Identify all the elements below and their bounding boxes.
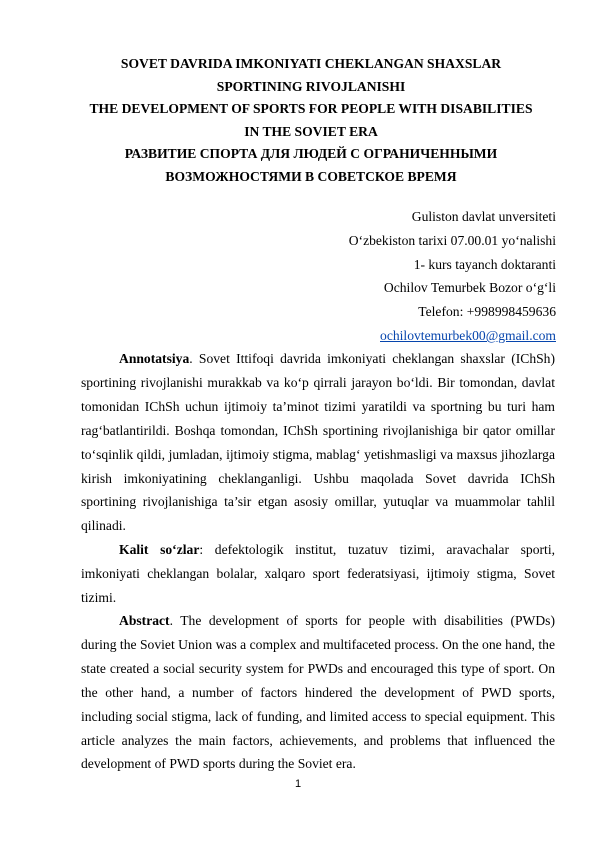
author-name: Ochilov Temurbek Bozor o‘g‘li (383, 280, 556, 296)
page-number: 1 (294, 778, 302, 790)
annotation-uz-paragraph (81, 347, 555, 538)
annotation-uz-text: . Sovet Ittifoqi davrida imkoniyati cheklangan shaxslar (IChSh) sportining rivojlanishi murakkab va ko‘p qirrali jarayon bo‘ldi. Bir tomondan, davlat tomonidan IChSh uchun ijtimoiy ta’minot tizimi yaratildi va sportning bu turi ham rag‘batlantirildi. Boshqa tomondan, IChSh sportining rivojlanishiga bir qator omillar to‘sqinlik qildi, jumladan, ijtimoiy stigma, mablag‘ yetishmasligi va maxsus jihozlarga kirish imkoniyatining cheklanganligi. Ushbu maqolada Sovet davrida IChSh sportining rivojlanishiga ta’sir etgan asosiy omillar, yutuqlar va muammolar tahlil qilinadi. (81, 351, 555, 534)
author-university: Guliston davlat unversiteti (411, 209, 556, 224)
title-en-line-1: THE DEVELOPMENT OF SPORTS FOR PEOPLE WITH DISABILITIES (89, 101, 533, 116)
title-uz-line-1: SOVET DAVRIDA IMKONIYATI CHEKLANGAN SHAXSLAR (120, 56, 502, 71)
author-phone: Telefon: +998998459636 (418, 304, 556, 320)
title-ru-line-2: ВОЗМОЖНОСТЯМИ В СОВЕТСКОЕ ВРЕМЯ (165, 168, 457, 184)
keywords-uz-section (81, 538, 555, 610)
annotation-uz-label: Annotatsiya (119, 351, 190, 366)
title-ru-line-1: РАЗВИТИЕ СПОРТА ДЛЯ ЛЮДЕЙ С ОГРАНИЧЕННЫМИ (124, 146, 498, 161)
author-course: 1- kurs tayanch doktaranti (413, 256, 556, 272)
keywords-uz-label: Kalit so‘zlar (119, 542, 200, 557)
title-uz-line-2: SPORTINING RIVOJLANISHI (216, 78, 406, 94)
author-specialty: O‘zbekiston tarixi 07.00.01 yo‘nalishi (348, 232, 556, 248)
abstract-en-label: Abstract (119, 613, 170, 628)
annotation-uz-section (81, 347, 555, 538)
title-en-line-2: IN THE SOVIET ERA (244, 123, 378, 139)
abstract-en-text: . The development of sports for people with disabilities (PWDs) during the Soviet Union was a complex and multifaceted process. On the one hand, the state created a social security system for PWDs and encouraged this type of sport. On the other hand, a number of factors hindered the development of PWD sports, including social stigma, lack of funding, and limited access to special equipment. This article analyzes the main factors, achievements, and problems that influenced the development of PWD sports during the Soviet era. (81, 613, 555, 772)
author-email-link[interactable]: ochilovtemurbek00@gmail.com (380, 327, 556, 343)
author-info (349, 205, 556, 348)
keywords-uz-text: : defektologik institut, tuzatuv tizimi, aravachalar sporti, imkoniyati cheklangan bolalar, xalqaro sport federatsiyasi, ijtimoiy stigma, Sovet tizimi. (81, 542, 555, 605)
keywords-uz-paragraph (81, 538, 555, 610)
abstract-en-paragraph (81, 609, 555, 776)
title-block (70, 53, 552, 188)
abstract-en-section (81, 609, 555, 776)
